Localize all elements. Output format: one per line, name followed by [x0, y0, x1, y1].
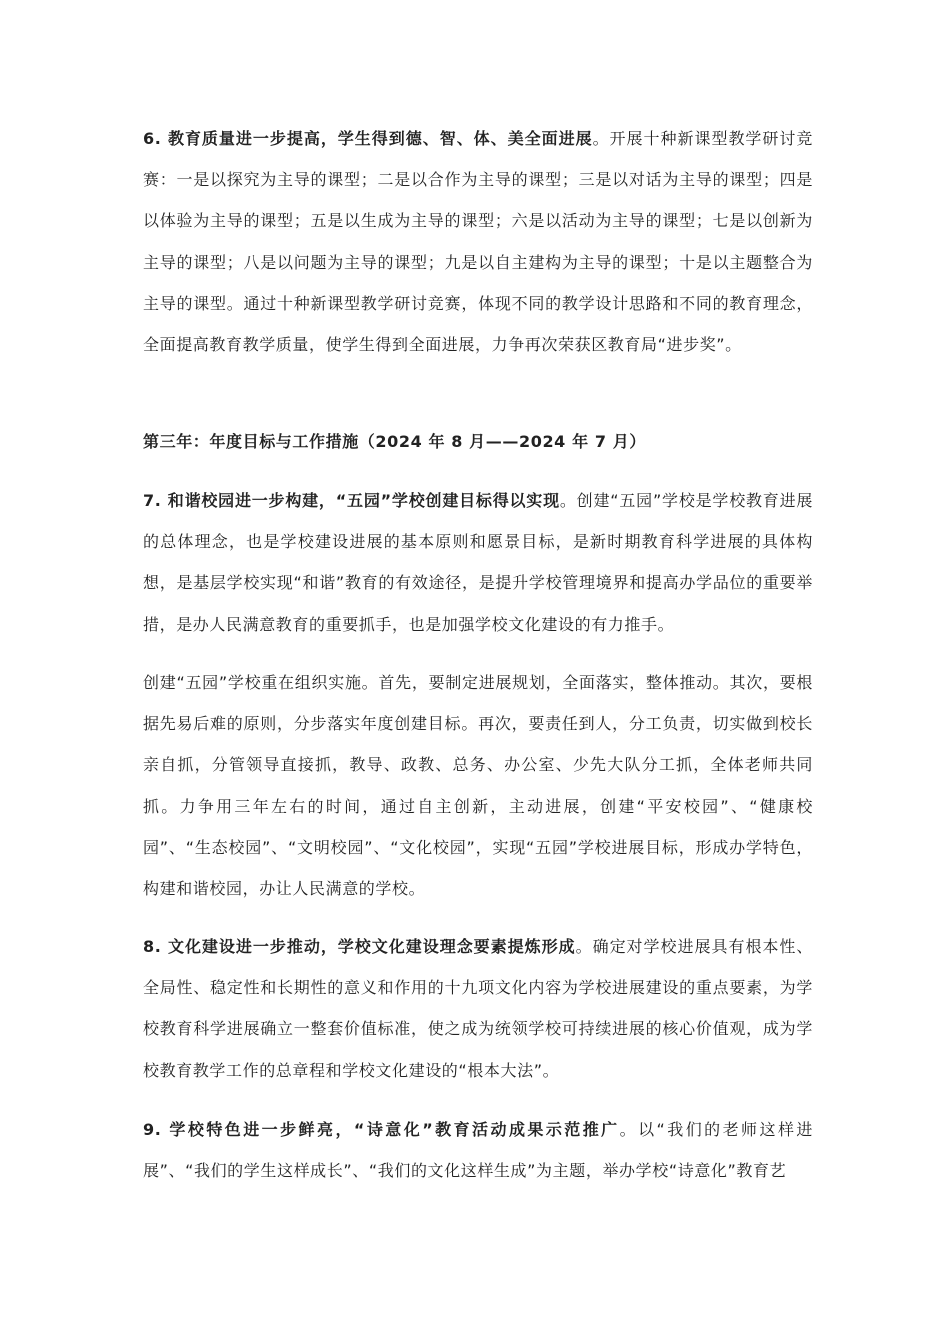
paragraph-9 [143, 1109, 813, 1191]
section-heading-year-three: 第三年：年度目标与工作措施（2024 年 8 月——2024 年 7 月） [143, 432, 646, 451]
paragraph-6 [143, 118, 813, 365]
paragraph-8-body: 。确定对学校进展具有根本性、全局性、稳定性和长期性的意义和作用的十九项文化内容为学校进展建设的重点要素，为学校教育科学进展确立一整套价值标准，使之成为统领学校可持续进展的核心价值观，成为学校教育教学工作的总章程和学校文化建设的“根本大法”。 [143, 937, 813, 1080]
paragraph-9-body: 。以“我们的老师这样进展”、“我们的学生这样成长”、“我们的文化这样生成”为主题，举办学校“诗意化”教育艺 [143, 1120, 813, 1181]
paragraph-7-body: 。创建“五园”学校是学校教育进展的总体理念，也是学校建设进展的基本原则和愿景目标，是新时期教育科学进展的具体构想，是基层学校实现“和谐”教育的有效途径，是提升学校管理境界和提高办学品位的重要举措，是办人民满意教育的重要抓手，也是加强学校文化建设的有力推手。 [143, 491, 813, 634]
paragraph-7 [143, 480, 813, 645]
paragraph-6-heading: 6. 教育质量进一步提高，学生得到德、智、体、美全面进展 [143, 129, 593, 148]
paragraph-9-heading: 9. 学校特色进一步鲜亮，“诗意化”教育活动成果示范推广 [143, 1120, 620, 1139]
paragraph-7-heading: 7. 和谐校园进一步构建，“五园”学校创建目标得以实现 [143, 491, 560, 510]
paragraph-8-heading: 8. 文化建设进一步推动，学校文化建设理念要素提炼形成 [143, 937, 576, 956]
paragraph-6-body: 。开展十种新课型教学研讨竞赛：一是以探究为主导的课型；二是以合作为主导的课型；三是以对话为主导的课型；四是以体验为主导的课型；五是以生成为主导的课型；六是以活动为主导的课型；七是以创新为主导的课型；八是以问题为主导的课型；九是以自主建构为主导的课型；十是以主题整合为主导的课型。通过十种新课型教学研讨竞赛，体现不同的教学设计思路和不同的教育理念，全面提高教育教学质量，使学生得到全面进展，力争再次荣获区教育局“进步奖”。 [143, 129, 813, 355]
paragraph-8 [143, 926, 813, 1091]
paragraph-7-continued: 创建“五园”学校重在组织实施。首先，要制定进展规划，全面落实，整体推动。其次，要根据先易后难的原则，分步落实年度创建目标。再次，要责任到人，分工负责，切实做到校长亲自抓，分管领导直接抓，教导、政教、总务、办公室、少先大队分工抓，全体老师共同抓。力争用三年左右的时间，通过自主创新，主动进展，创建“平安校园”、“健康校园”、“生态校园”、“文明校园”、“文化校园”，实现“五园”学校进展目标，形成办学特色，构建和谐校园，办让人民满意的学校。 [143, 673, 813, 899]
